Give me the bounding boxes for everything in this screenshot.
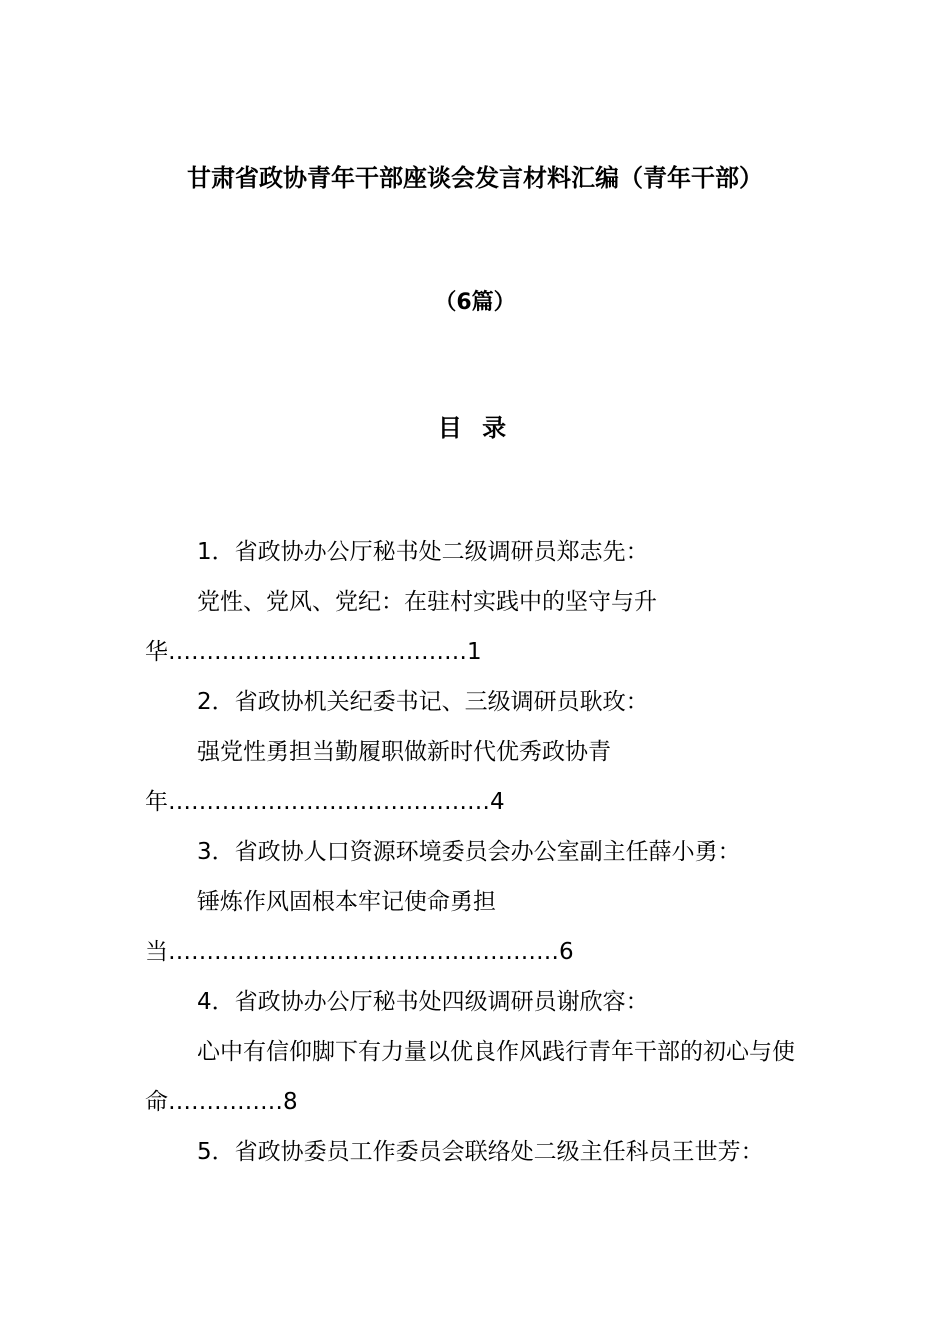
document-subtitle: （6篇）: [434, 290, 516, 315]
toc-item-author: 1．省政协办公厅秘书处二级调研员郑志先：: [197, 539, 649, 565]
table-of-contents: [145, 527, 825, 1177]
toc-item-2: [145, 677, 825, 827]
toc-item-author: 4．省政协办公厅秘书处四级调研员谢欣容：: [197, 989, 649, 1015]
toc-item-title: 党性、党风、党纪：在驻村实践中的坚守与升华…………………………………1: [145, 589, 657, 665]
document-title: 甘肃省政协青年干部座谈会发言材料汇编（青年干部）: [187, 164, 763, 192]
toc-item-author: 3．省政协人口资源环境委员会办公室副主任薛小勇：: [197, 839, 741, 865]
toc-item-4: [145, 977, 825, 1127]
toc-item-title: 锤炼作风固根本牢记使命勇担当……………………………………………6: [145, 889, 574, 965]
toc-item-3: [145, 827, 825, 977]
toc-heading: 目 录: [437, 414, 513, 442]
toc-item-title: 强党性勇担当勤履职做新时代优秀政协青年……………………………………4: [145, 739, 611, 815]
toc-item-author: 2．省政协机关纪委书记、三级调研员耿玫：: [197, 689, 649, 715]
toc-item-5: [145, 1127, 825, 1177]
toc-item-title: 心中有信仰脚下有力量以优良作风践行青年干部的初心与使命……………8: [145, 1039, 795, 1115]
toc-item-author: 5．省政协委员工作委员会联络处二级主任科员王世芳：: [197, 1139, 764, 1165]
toc-item-1: [145, 527, 825, 677]
